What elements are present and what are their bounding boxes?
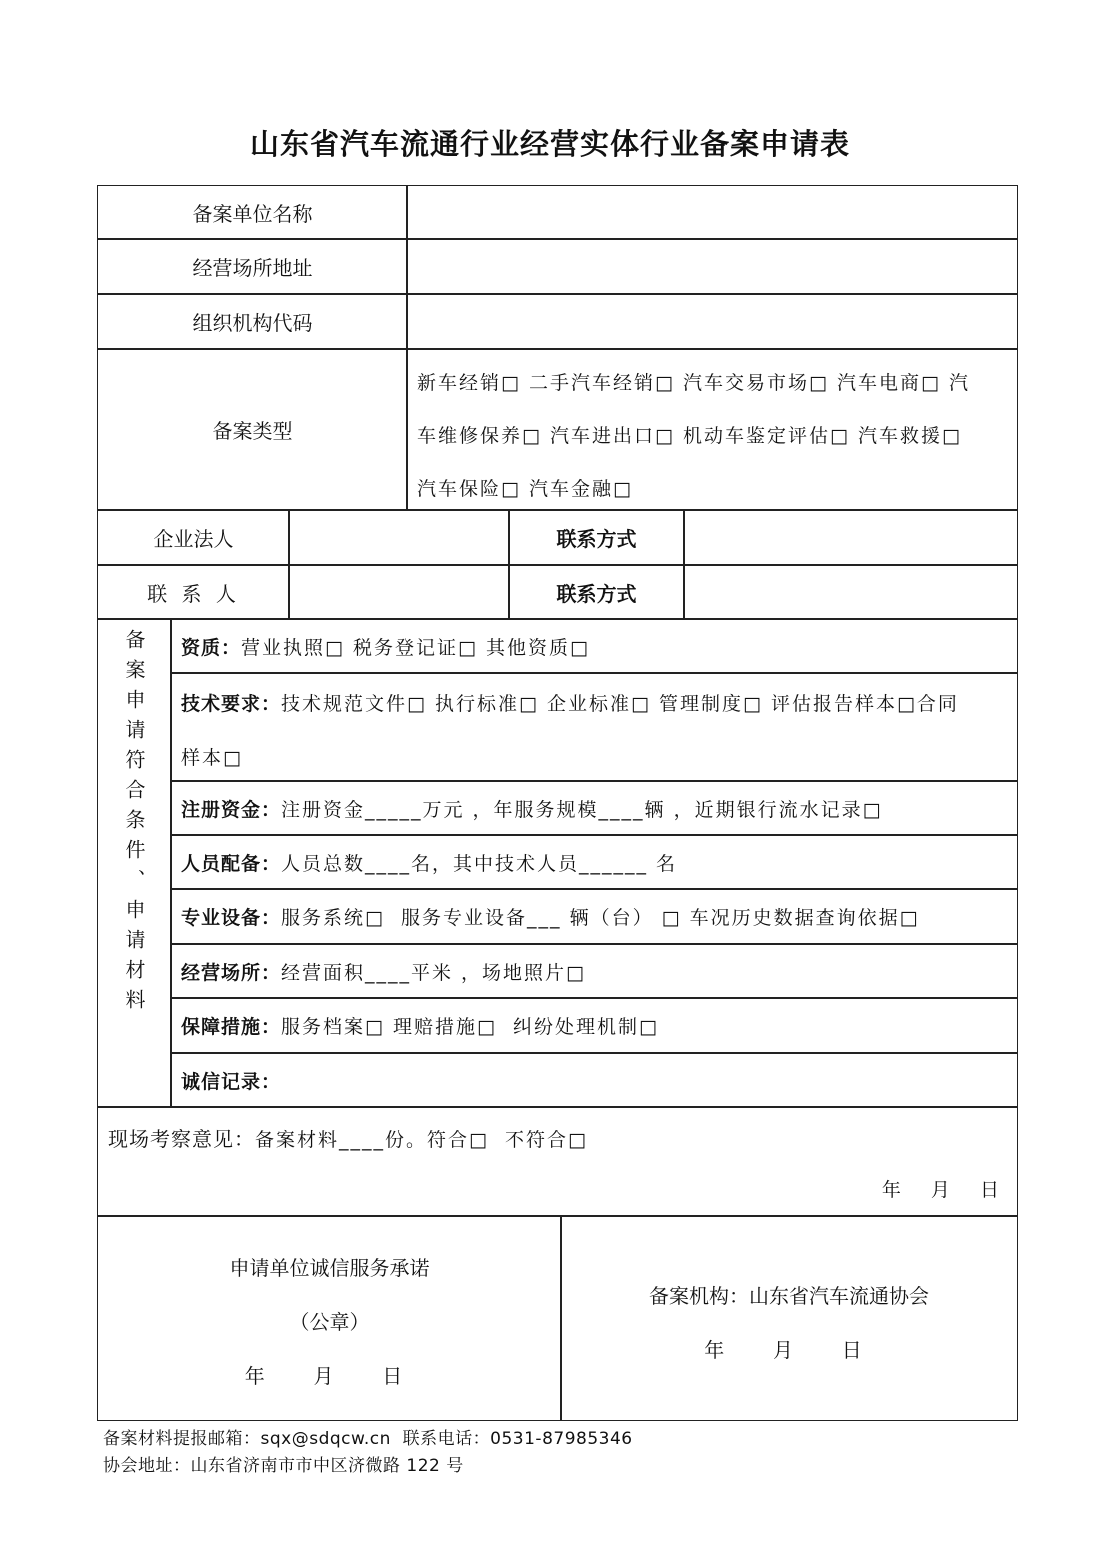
unit-name-field[interactable] — [406, 185, 1018, 240]
type-label: 备案类型 — [97, 348, 408, 511]
org-code-field[interactable] — [406, 293, 1018, 350]
staff-row[interactable] — [170, 834, 1018, 890]
contact-person-field[interactable] — [288, 564, 510, 620]
staff-label: 人员配备： — [181, 852, 282, 875]
equipment-text: 服务系统□ 服务专业设备___ 辆（台） □ 车况历史数据查询依据□ — [281, 907, 920, 929]
contact-method-field-1[interactable] — [683, 509, 1018, 566]
equipment-row[interactable] — [170, 888, 1018, 945]
address-label: 经营场所地址 — [97, 238, 408, 295]
type-options-line-3: 汽车保险□ 汽车金融□ — [417, 478, 633, 500]
agency-text: 备案机构：山东省汽车流通协会 — [649, 1284, 929, 1308]
address-field[interactable] — [406, 238, 1018, 295]
page-title: 山东省汽车流通行业经营实体行业备案申请表 — [249, 127, 850, 161]
staff-text: 人员总数____名，其中技术人员______ 名 — [281, 852, 678, 875]
premises-label: 经营场所： — [181, 961, 282, 984]
type-options-line-2: 车维修保养□ 汽车进出口□ 机动车鉴定评估□ 汽车救援□ — [417, 425, 962, 447]
equipment-label: 专业设备： — [181, 907, 282, 929]
capital-label: 注册资金： — [181, 798, 282, 821]
qualification-text: 营业执照□ 税务登记证□ 其他资质□ — [241, 636, 590, 659]
guarantee-row[interactable] — [170, 997, 1018, 1054]
legal-person-label: 企业法人 — [97, 509, 290, 566]
capital-row[interactable] — [170, 780, 1018, 836]
org-code-label: 组织机构代码 — [97, 293, 408, 350]
qualification-label: 资质： — [181, 636, 242, 659]
inspection-cell[interactable] — [97, 1106, 1018, 1217]
inspection-label: 现场考察意见： — [108, 1127, 255, 1151]
legal-person-field[interactable] — [288, 509, 510, 566]
capital-text: 注册资金_____万元 ，年服务规模____辆 ，近期银行流水记录□ — [281, 798, 883, 821]
materials-side-cell — [97, 618, 172, 1108]
type-options-line-1: 新车经销□ 二手汽车经销□ 汽车交易市场□ 汽车电商□ 汽 — [417, 372, 970, 394]
guarantee-label: 保障措施： — [181, 1016, 282, 1038]
unit-name-label: 备案单位名称 — [97, 185, 408, 240]
credit-label: 诚信记录： — [181, 1070, 282, 1093]
materials-side-label: 备案申请符合条件、申请材料 — [122, 629, 146, 1019]
contact-method-label-2: 联系方式 — [508, 564, 685, 620]
tech-row[interactable] — [170, 672, 1018, 782]
agency-date: 年 月 日 — [704, 1338, 874, 1362]
contact-person-label: 联 系 人 — [97, 564, 290, 620]
contact-method-label-1: 联系方式 — [508, 509, 685, 566]
commitment-date: 年 月 日 — [244, 1364, 415, 1388]
tech-text-line-1: 技术规范文件□ 执行标准□ 企业标准□ 管理制度□ 评估报告样本□合同 — [281, 693, 959, 715]
premises-text: 经营面积____平米 ，场地照片□ — [281, 961, 587, 984]
qualification-row[interactable] — [170, 618, 1018, 674]
agency-cell — [560, 1215, 1018, 1421]
credit-row[interactable] — [170, 1052, 1018, 1108]
premises-row[interactable] — [170, 943, 1018, 999]
inspection-date: 年 月 日 — [881, 1179, 1005, 1201]
inspection-text: 备案材料____份。符合□ 不符合□ — [255, 1129, 588, 1151]
tech-label: 技术要求： — [181, 693, 282, 715]
tech-text-line-2: 样本□ — [181, 747, 243, 769]
commitment-seal: （公章） — [289, 1310, 370, 1334]
type-options[interactable] — [406, 348, 1018, 511]
contact-method-field-2[interactable] — [683, 564, 1018, 620]
footer-address-line: 协会地址：山东省济南市市中区济微路 122 号 — [103, 1456, 464, 1476]
footer-email-line: 备案材料提报邮箱：sqx@sdqcw.cn 联系电话：0531-87985346 — [103, 1429, 633, 1449]
guarantee-text: 服务档案□ 理赔措施□ 纠纷处理机制□ — [281, 1016, 659, 1038]
commitment-title: 申请单位诚信服务承诺 — [229, 1256, 430, 1280]
commitment-cell — [97, 1215, 562, 1421]
